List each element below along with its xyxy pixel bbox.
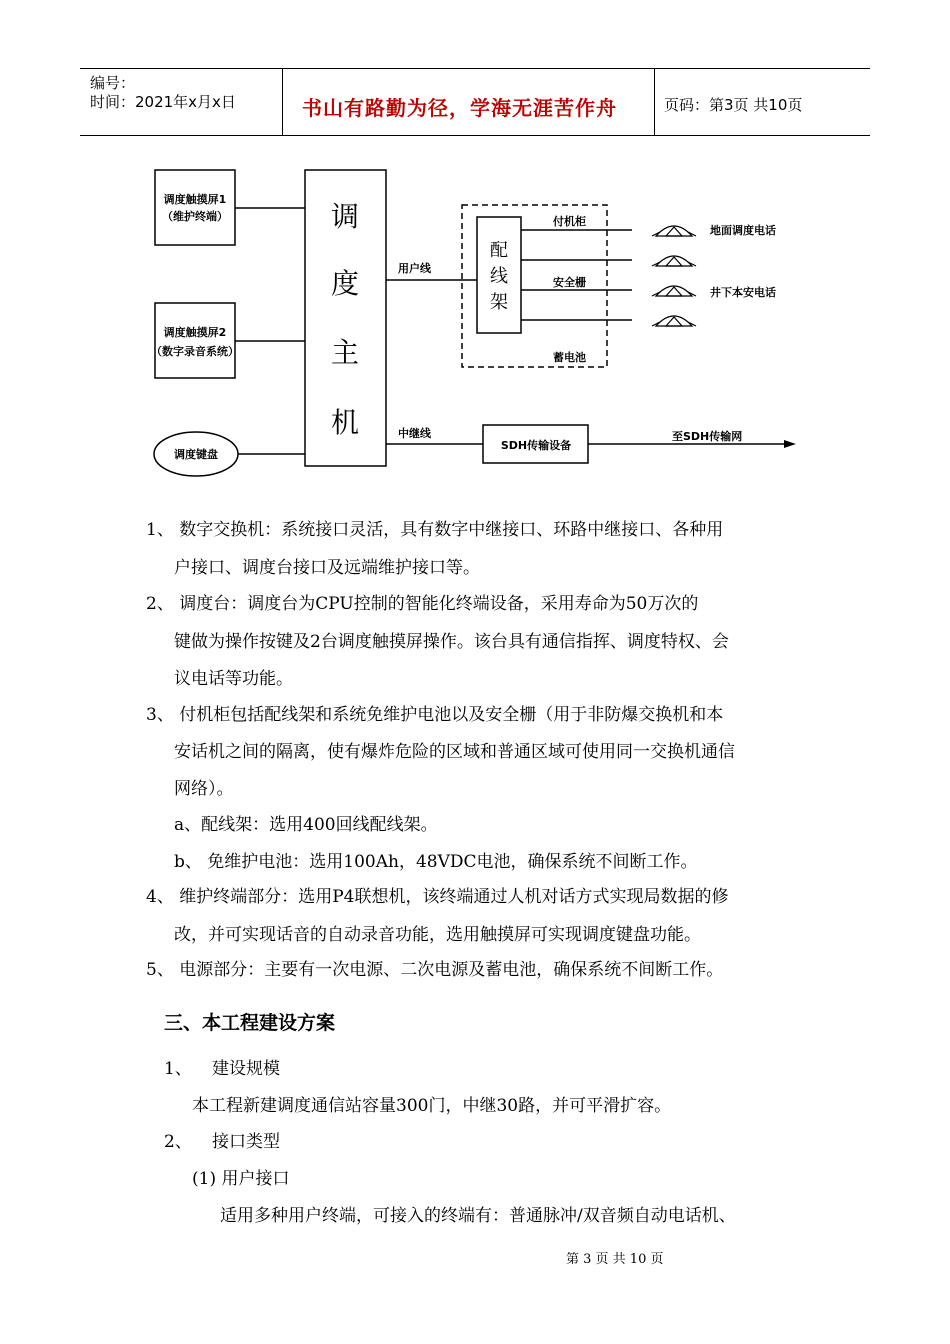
touch-screen-1-box [155, 170, 235, 245]
para-3-line-1: 3、 付机柜包括配线架和系统免维护电池以及安全栅（用于非防爆交换机和本 [146, 705, 724, 725]
ground-phone-label: 地面调度电话 [710, 224, 776, 237]
para-3-line-3: 网络）。 [174, 779, 234, 799]
host-char-3: 主 [330, 336, 360, 369]
para-4-line-2: 改，并可实现话音的自动录音功能，选用触摸屏可实现调度键盘功能。 [174, 925, 701, 945]
user-line-label: 用户线 [398, 262, 431, 275]
sub-item-1: (1) 用户接口 [192, 1169, 290, 1189]
para-3a: a、配线架：选用400回线配线架。 [174, 815, 438, 835]
para-2-line-3: 议电话等功能。 [174, 669, 293, 689]
trunk-line-label: 中继线 [398, 427, 431, 440]
host-char-1: 调 [330, 200, 360, 233]
aux-cabinet-label: 付机柜 [553, 215, 586, 228]
item-2-title: 接口类型 [212, 1132, 280, 1152]
frame-char-3: 架 [490, 292, 508, 313]
touch2-label-2: （数字录音系统） [151, 345, 239, 358]
para-3b: b、 免维护电池：选用100Ah，48VDC电池，确保系统不间断工作。 [174, 852, 698, 872]
para-5: 5、 电源部分：主要有一次电源、二次电源及蓄电池，确保系统不间断工作。 [146, 960, 724, 980]
arrow-right-icon [784, 440, 796, 448]
page-code: 页码：第3页 共10页 [664, 96, 803, 114]
touch1-label-2: （维护终端） [162, 210, 228, 223]
serial-label: 编号： [90, 74, 136, 92]
time-label: 时间：2021年x月x日 [90, 93, 236, 111]
para-1-line-1: 1、 数字交换机：系统接口灵活，具有数字中继接口、环路中继接口、各种用 [146, 520, 724, 540]
para-2-line-2: 键做为操作按键及2台调度触摸屏操作。该台具有通信指挥、调度特权、会 [174, 632, 729, 652]
frame-char-2: 线 [490, 266, 508, 287]
sdh-network-label: 至SDH传输网 [672, 430, 743, 443]
page-footer: 第 3 页 共 10 页 [566, 1252, 664, 1267]
touch2-label-1: 调度触摸屏2 [163, 326, 227, 339]
para-3-line-2: 安话机之间的隔离，使有爆炸危险的区域和普通区域可使用同一交换机通信 [174, 742, 735, 762]
frame-char-1: 配 [490, 240, 508, 261]
sub-item-1-text: 适用多种用户终端，可接入的终端有：普通脉冲/双音频自动电话机、 [220, 1206, 736, 1226]
item-2-number: 2、 [164, 1132, 192, 1152]
item-1-number: 1、 [164, 1059, 192, 1079]
dispatch-system-diagram [0, 0, 950, 500]
host-char-2: 度 [330, 267, 360, 300]
para-2-line-1: 2、 调度台：调度台为CPU控制的智能化终端设备，采用寿命为50万次的 [146, 594, 699, 614]
mine-phone-label: 井下本安电话 [710, 286, 776, 299]
section-title: 三、本工程建设方案 [164, 1012, 336, 1034]
para-4-line-1: 4、 维护终端部分：选用P4联想机，该终端通过人机对话方式实现局数据的修 [146, 887, 729, 907]
para-1-line-2: 户接口、调度台接口及远端维护接口等。 [174, 558, 480, 578]
item-1-title: 建设规模 [212, 1059, 280, 1079]
host-char-4: 机 [330, 406, 360, 439]
touch-screen-2-box [155, 303, 235, 378]
sdh-device-label: SDH传输设备 [500, 439, 572, 452]
safety-barrier-label: 安全栅 [553, 276, 586, 289]
motto: 书山有路勤为径，学海无涯苦作舟 [302, 96, 617, 120]
touch1-label-1: 调度触摸屏1 [163, 193, 227, 206]
battery-label: 蓄电池 [553, 351, 586, 364]
phone-icons [652, 226, 696, 326]
keyboard-label: 调度键盘 [174, 448, 218, 461]
item-1-text: 本工程新建调度通信站容量300门，中继30路，并可平滑扩容。 [192, 1096, 672, 1116]
